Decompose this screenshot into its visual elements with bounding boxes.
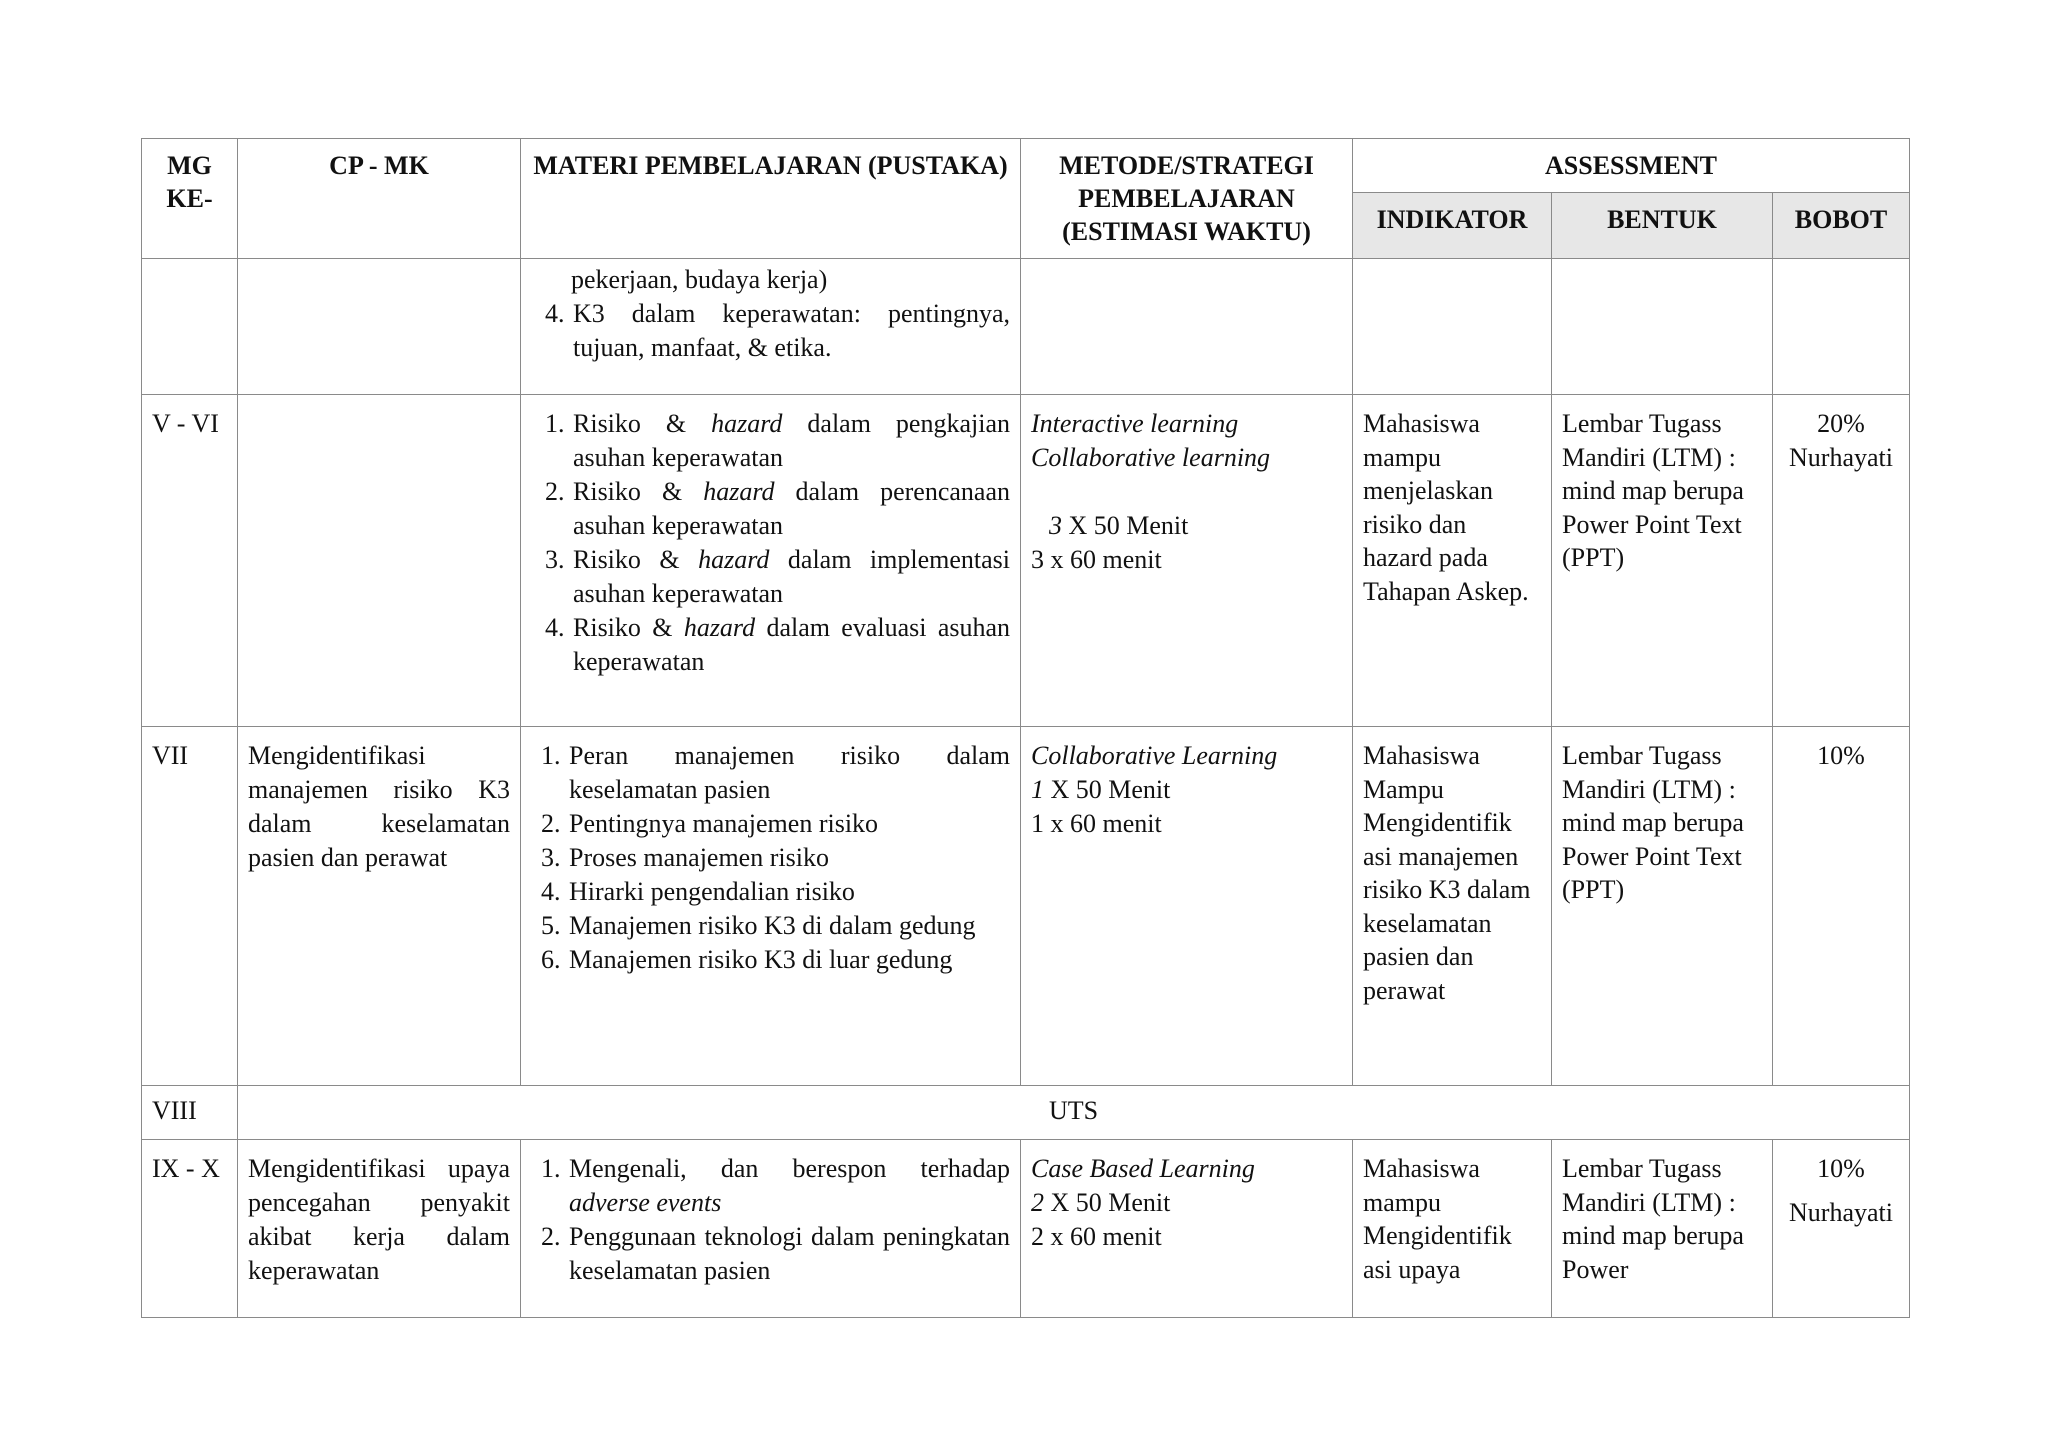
list-item: 1. Risiko & hazard dalam pengkajian asuhan keperawatan	[571, 407, 1010, 475]
cell-mg: IX - X	[142, 1140, 238, 1318]
header-indikator: INDIKATOR	[1353, 193, 1552, 259]
cell-cpmk: Mengidentifikasi manajemen risiko K3 dalam keselamatan pasien dan perawat	[238, 727, 521, 1086]
cell-materi	[521, 727, 1021, 1086]
metode-line: Collaborative Learning	[1031, 741, 1278, 770]
list-item: 3. Proses manajemen risiko	[567, 841, 1010, 875]
cell-metode	[1021, 395, 1353, 727]
cell-mg: VII	[142, 727, 238, 1086]
list-item: 3. Risiko & hazard dalam implementasi asuhan keperawatan	[571, 543, 1010, 611]
metode-line: 3 X 50 Menit	[1049, 511, 1189, 540]
table-row	[142, 727, 1910, 1086]
cell-mg	[142, 259, 238, 395]
cell-bobot	[1773, 1140, 1910, 1318]
bobot-name: Nurhayati	[1789, 1198, 1893, 1227]
materi-continuation: pekerjaan, budaya kerja)	[571, 265, 828, 294]
cell-indikator: Mahasiswa mampu menjelaskan risiko dan hazard pada Tahapan Askep.	[1353, 395, 1552, 727]
table-row	[142, 1140, 1910, 1318]
bobot-name: Nurhayati	[1789, 443, 1893, 472]
cell-cpmk	[238, 395, 521, 727]
cell-cpmk	[238, 259, 521, 395]
cell-materi	[521, 1140, 1021, 1318]
cell-bobot: 10%	[1773, 727, 1910, 1086]
list-item: 4. Hirarki pengendalian risiko	[567, 875, 1010, 909]
metode-line: Interactive learning	[1031, 409, 1239, 438]
cell-materi	[521, 259, 1021, 395]
metode-line: 2 x 60 menit	[1031, 1222, 1162, 1251]
list-item: 1. Mengenali, dan berespon terhadap adverse events	[567, 1152, 1010, 1220]
cell-materi	[521, 395, 1021, 727]
metode-line: 1 X 50 Menit	[1031, 775, 1171, 804]
list-item: 6. Manajemen risiko K3 di luar gedung	[567, 943, 1010, 977]
metode-line: Collaborative learning	[1031, 443, 1271, 472]
cell-metode	[1021, 259, 1353, 395]
cell-indikator: Mahasiswa Mampu Mengidentifik asi manajemen risiko K3 dalam keselamatan pasien dan perawat	[1353, 727, 1552, 1086]
cell-bobot	[1773, 395, 1910, 727]
header-bobot: BOBOT	[1773, 193, 1910, 259]
bobot-value: 10%	[1817, 1154, 1865, 1183]
materi-list	[531, 407, 1010, 679]
cell-bentuk: Lembar Tugass Mandiri (LTM) : mind map berupa Power	[1552, 1140, 1773, 1318]
cell-uts: UTS	[238, 1086, 1910, 1140]
materi-list	[531, 739, 1010, 977]
list-item: 5. Manajemen risiko K3 di dalam gedung	[567, 909, 1010, 943]
cell-mg: V - VI	[142, 395, 238, 727]
rps-table	[141, 138, 1910, 1318]
cell-indikator	[1353, 259, 1552, 395]
header-row	[142, 139, 1910, 193]
header-cpmk: CP - MK	[238, 139, 521, 259]
header-materi: MATERI PEMBELAJARAN (PUSTAKA)	[521, 139, 1021, 259]
table-row	[142, 395, 1910, 727]
bobot-value: 20%	[1817, 409, 1865, 438]
list-item: 4. K3 dalam keperawatan: pentingnya, tujuan, manfaat, & etika.	[571, 297, 1010, 365]
materi-list	[531, 1152, 1010, 1288]
cell-metode	[1021, 727, 1353, 1086]
list-item: 4. Risiko & hazard dalam evaluasi asuhan keperawatan	[571, 611, 1010, 679]
cell-bentuk: Lembar Tugass Mandiri (LTM) : mind map berupa Power Point Text (PPT)	[1552, 395, 1773, 727]
cell-indikator: Mahasiswa mampu Mengidentifik asi upaya	[1353, 1140, 1552, 1318]
cell-bobot	[1773, 259, 1910, 395]
metode-line: 2 X 50 Menit	[1031, 1188, 1171, 1217]
list-item: 2. Risiko & hazard dalam perencanaan asuhan keperawatan	[571, 475, 1010, 543]
cell-bentuk	[1552, 259, 1773, 395]
list-item: 2. Penggunaan teknologi dalam peningkatan keselamatan pasien	[567, 1220, 1010, 1288]
table-row	[142, 259, 1910, 395]
header-metode: METODE/STRATEGI PEMBELAJARAN (ESTIMASI WAKTU)	[1021, 139, 1353, 259]
cell-mg: VIII	[142, 1086, 238, 1140]
metode-line: 3 x 60 menit	[1031, 545, 1162, 574]
list-item: 2. Pentingnya manajemen risiko	[567, 807, 1010, 841]
header-assessment: ASSESSMENT	[1353, 139, 1910, 193]
metode-line: Case Based Learning	[1031, 1154, 1255, 1183]
metode-line: 1 x 60 menit	[1031, 809, 1162, 838]
cell-cpmk: Mengidentifikasi upaya pencegahan penyakit akibat kerja dalam keperawatan	[238, 1140, 521, 1318]
table-row	[142, 1086, 1910, 1140]
header-mg: MG KE-	[142, 139, 238, 259]
list-item: 1. Peran manajemen risiko dalam keselamatan pasien	[567, 739, 1010, 807]
header-bentuk: BENTUK	[1552, 193, 1773, 259]
cell-bentuk: Lembar Tugass Mandiri (LTM) : mind map berupa Power Point Text (PPT)	[1552, 727, 1773, 1086]
cell-metode	[1021, 1140, 1353, 1318]
materi-list	[531, 297, 1010, 365]
